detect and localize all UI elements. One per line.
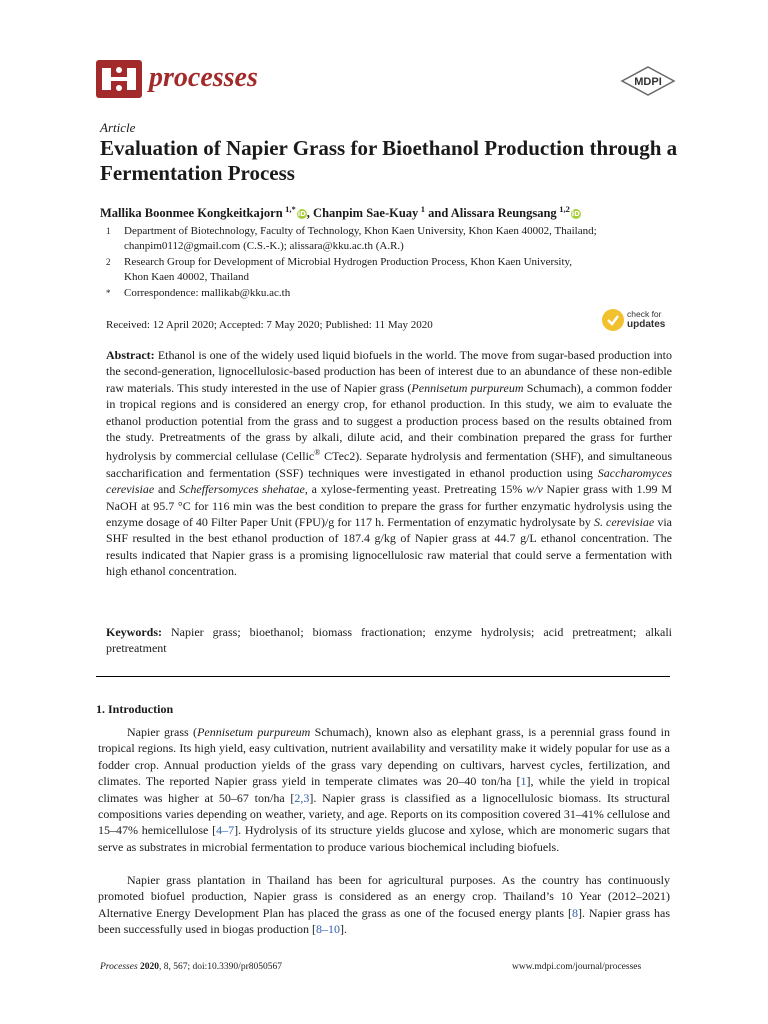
abstract-label: Abstract: [106,348,155,362]
affiliation-mark: 2 [106,257,111,267]
intro-paragraph-1: Napier grass (Pennisetum purpureum Schumach), known also as elephant grass, is a perennial grass found in tropical regions. Its high yield, easy cultivation, nutrient availability and versatility make it widely popular for use as a fodder crop. Annual production yields of the grass vary depending on cultivars, harvest cycles, fertilization, and climates. The reported Napier grass yield in temperate climates was 20–40 ton/ha [1], while the yield in tropical climates was higher at 50–67 ton/ha [2,3]. Napier grass is classified as a lignocellulosic biomass. Its structural compositions varies depending on weather, variety, and age. Reports on its composition covered 31–41% cellulose and 15–47% hemicellulose [4–7]. Hydrolysis of its structure yields glucose and xylose, which are monomeric sugars that serve as substrates in microbial fermentation to produce various biochemical including biofuels. [98,725,671,854]
citation-link[interactable]: 4–7 [216,823,235,838]
intro-paragraph-2: Napier grass plantation in Thailand has been for agricultural purposes. As the country has continuously promoted biofuel production, Napier grass is considered as an energy crop. Thailand’s 10 Year (2012–2021) Alternative Energy Development Plan has placed the grass as one of the focused energy plants [8]. Napier grass has been successfully used in biogas production [8–10]. [98,873,670,937]
citation-link[interactable]: 2,3 [294,790,310,805]
footer-url[interactable]: www.mdpi.com/journal/processes [512,962,642,972]
keywords-label: Keywords: [106,625,162,639]
author-affiliation-sup: 1 [420,204,426,214]
affiliation-line: Research Group for Development of Microbial Hydrogen Production Process, Khon Kaen University, [124,256,573,268]
affiliation-line: Khon Kaen 40002, Thailand [124,271,250,283]
affiliation-2 [106,255,686,285]
check-for-updates-badge[interactable] [602,309,672,333]
journal-name: processes [149,62,258,93]
affiliation-line: chanpim0112@gmail.com (C.S.-K.); alissara@kku.ac.th (A.R.) [124,240,404,252]
correspondence-line[interactable]: Correspondence: mallikab@kku.ac.th [124,287,291,299]
citation-link[interactable]: 8–10 [315,922,340,937]
section-divider [96,676,670,677]
citation-link[interactable]: 8 [571,905,578,920]
author-name[interactable]: Alissara Reungsang [450,206,557,221]
journal-header [96,56,676,102]
author-name[interactable]: Mallika Boonmee Kongkeitkajorn [100,206,283,221]
mdpi-logo-text: MDPI [634,76,662,88]
orcid-icon[interactable]: iD [571,210,580,219]
author-name[interactable]: Chanpim Sae-Kuay [313,206,419,221]
section-heading: 1. Introduction [96,702,174,716]
abstract: Abstract: Ethanol is one of the widely used liquid biofuels in the world. The move from sugar-based production into the second-generation, lignocellulosic-based production has been of interest due to an abundance of these non-edible raw materials. This study interested in the use of Napier grass (Pennisetum purpureum Schumach), a common fodder in tropical regions and is considered an energy crop, for ethanol production. In this study, we aim to evaluate the ethanol production potential from the grass and to suggest a production process based on the results obtained from the study. Pretreatments of the grass by alkali, dilute acid, and their combination prepared the grass for further hydrolysis by commercial cellulase (Cellic® CTec2). Separate hydrolysis and fermentation (SHF), and simultaneous saccharification and fermentation (SSF) techniques were investigated in ethanol production using Saccharomyces cerevisiae and Scheffersomyces shehatae, a xylose-fermenting yeast. Pretreating 15% w/v Napier grass with 1.99 M NaOH at 95.7 °C for 116 min was the best condition to prepare the grass for further enzymatic hydrolysis using the enzyme dosage of 40 Filter Paper Unit (FPU)/g for 117 h. Fermentation of enzymatic hydrolysate by S. cerevisiae via SHF resulted in the best ethanol production of 187.4 g/kg of Napier grass at 44.7 g/L ethanol concentration. The results indicated that Napier grass is a promising lignocellulosic raw material that could serve a fermentation with high ethanol concentration. [106,348,673,579]
mdpi-logo-icon [620,66,676,96]
author-affiliation-sup: 1,2 [559,204,570,214]
article-type: Article [100,120,136,135]
check-updates-line2: updates [627,319,666,330]
check-updates-line1: check for [627,309,662,319]
affiliation-mark: * [106,288,111,298]
affiliation-line: Department of Biotechnology, Faculty of Technology, Khon Kaen University, Khon Kaen 40002, Thailand; [124,225,597,237]
orcid-icon[interactable]: iD [297,210,306,219]
check-updates-icon [602,309,624,331]
author-list: Mallika Boonmee Kongkeitkajorn $^{1,*}$iD, Chanpim Sae-Kuay $^1$ and Alissara Reungsang $^{1,2}$iD [100,204,580,221]
paper-title: Evaluation of Napier Grass for Bioethanol Production through a Fermentation Process [100,136,678,185]
footer-citation: Processes 2020, 8, 567; doi:10.3390/pr8050567 [100,962,282,972]
correspondence [106,286,686,301]
affiliation-mark: 1 [106,226,111,236]
keywords-text: Napier grass; bioethanol; biomass fractionation; enzyme hydrolysis; acid pretreatment; alkali pretreatment [106,625,672,656]
citation-link[interactable]: 1 [520,774,527,789]
processes-logo-icon [96,60,142,98]
keywords [106,624,672,657]
affiliation-1 [106,224,686,254]
author-affiliation-sup: 1,* [285,204,296,214]
publication-dates: Received: 12 April 2020; Accepted: 7 May 2020; Published: 11 May 2020 [106,319,433,331]
